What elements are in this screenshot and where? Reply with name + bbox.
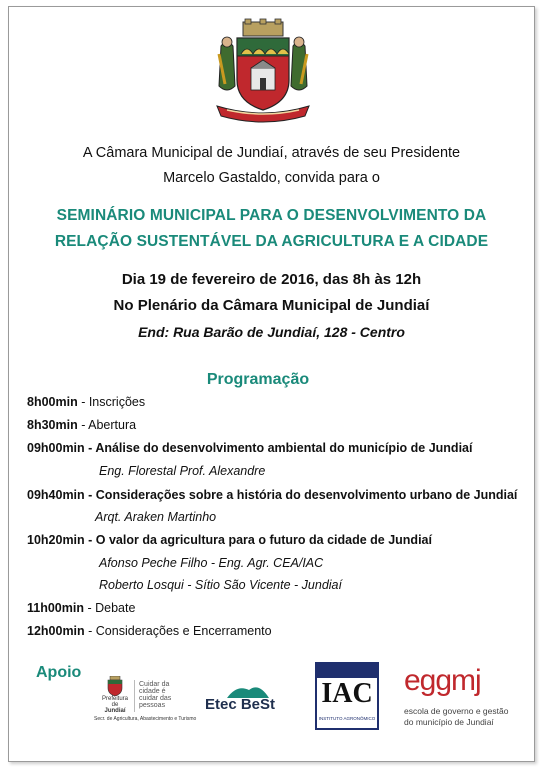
iac-logo bbox=[315, 662, 379, 730]
eggmj-line-1: escola de governo e gestão bbox=[404, 706, 509, 716]
schedule-text: - Inscrições bbox=[77, 395, 146, 409]
iac-abbr: IAC bbox=[321, 678, 373, 709]
schedule-text: - Debate bbox=[83, 601, 136, 615]
eggmj-wordmark: eggmj bbox=[404, 664, 481, 697]
speaker-name: Eng. Florestal Prof. Alexandre bbox=[99, 464, 266, 478]
etec-best-logo bbox=[205, 684, 289, 720]
seminar-title-line-1: SEMINÁRIO MUNICIPAL PARA O DESENVOLVIMENTO DA bbox=[56, 207, 487, 224]
slogan-line-3: cuidar das bbox=[139, 695, 172, 702]
schedule-row bbox=[27, 624, 272, 638]
schedule-row bbox=[27, 441, 472, 455]
slogan-line-1: Cuidar da bbox=[139, 681, 170, 688]
apoio-label: Apoio bbox=[36, 664, 82, 681]
prefeitura-crest-icon bbox=[106, 676, 124, 696]
event-date: Dia 19 de fevereiro de 2016, das 8h às 12h bbox=[121, 271, 422, 288]
schedule-text: - Considerações e Encerramento bbox=[84, 624, 272, 638]
speaker-name: Afonso Peche Filho - Eng. Agr. CEA/IAC bbox=[99, 556, 324, 570]
schedule-time: 8h00min bbox=[27, 395, 78, 409]
slogan-line-2: cidade é bbox=[139, 688, 166, 695]
schedule-row bbox=[27, 601, 135, 615]
schedule-row bbox=[27, 395, 145, 409]
speaker-name: Arqt. Araken Martinho bbox=[95, 510, 217, 524]
prefeitura-name-line-2: de bbox=[111, 702, 119, 708]
schedule-time: 11h00min bbox=[27, 601, 84, 615]
schedule-row bbox=[27, 488, 517, 502]
prefeitura-jundiai-logo bbox=[94, 676, 197, 726]
schedule-text: - O valor da agricultura para o futuro da cidade de Jundiaí bbox=[84, 533, 432, 547]
prefeitura-name-line-3: Jundiaí bbox=[104, 708, 126, 714]
schedule-row bbox=[27, 418, 136, 432]
jundiai-coat-of-arms-icon bbox=[207, 18, 319, 130]
speaker-name: Roberto Losqui - Sítio São Vicente - Jundiaí bbox=[99, 578, 342, 592]
event-place: No Plenário da Câmara Municipal de Jundiaí bbox=[113, 297, 430, 314]
prefeitura-name-line-1: Prefeitura bbox=[101, 696, 128, 702]
seminar-title-line-2: RELAÇÃO SUSTENTÁVEL DA AGRICULTURA E A CIDADE bbox=[54, 233, 489, 250]
schedule-text: - Abertura bbox=[77, 418, 137, 432]
eggmj-logo bbox=[402, 664, 514, 726]
intro-line-2: Marcelo Gastaldo, convida para o bbox=[163, 170, 380, 186]
schedule-time: 09h00min bbox=[27, 441, 85, 455]
event-address: End: Rua Barão de Jundiaí, 128 - Centro bbox=[138, 324, 405, 340]
iac-top-bar bbox=[317, 664, 377, 678]
schedule-time: 09h40min bbox=[27, 488, 85, 502]
intro-line-1: A Câmara Municipal de Jundiaí, através de seu Presidente bbox=[82, 145, 461, 161]
program-heading: Programação bbox=[206, 371, 310, 388]
schedule-text: - Considerações sobre a história do desenvolvimento urbano de Jundiaí bbox=[84, 488, 518, 502]
prefeitura-department: Secr. de Agricultura, Abastecimento e Turismo bbox=[94, 716, 197, 722]
etec-best-name: Etec BeSt bbox=[205, 696, 276, 713]
schedule-time: 8h30min bbox=[27, 418, 78, 432]
schedule-text: - Análise do desenvolvimento ambiental do município de Jundiaí bbox=[84, 441, 473, 455]
schedule-time: 10h20min bbox=[27, 533, 85, 547]
iac-name: INSTITUTO AGRONÔMICO bbox=[318, 716, 376, 721]
schedule-row bbox=[27, 533, 432, 547]
eggmj-line-2: do município de Jundiaí bbox=[404, 717, 494, 727]
slogan-line-4: pessoas bbox=[139, 702, 166, 709]
schedule-time: 12h00min bbox=[27, 624, 85, 638]
logo-divider bbox=[134, 680, 135, 712]
